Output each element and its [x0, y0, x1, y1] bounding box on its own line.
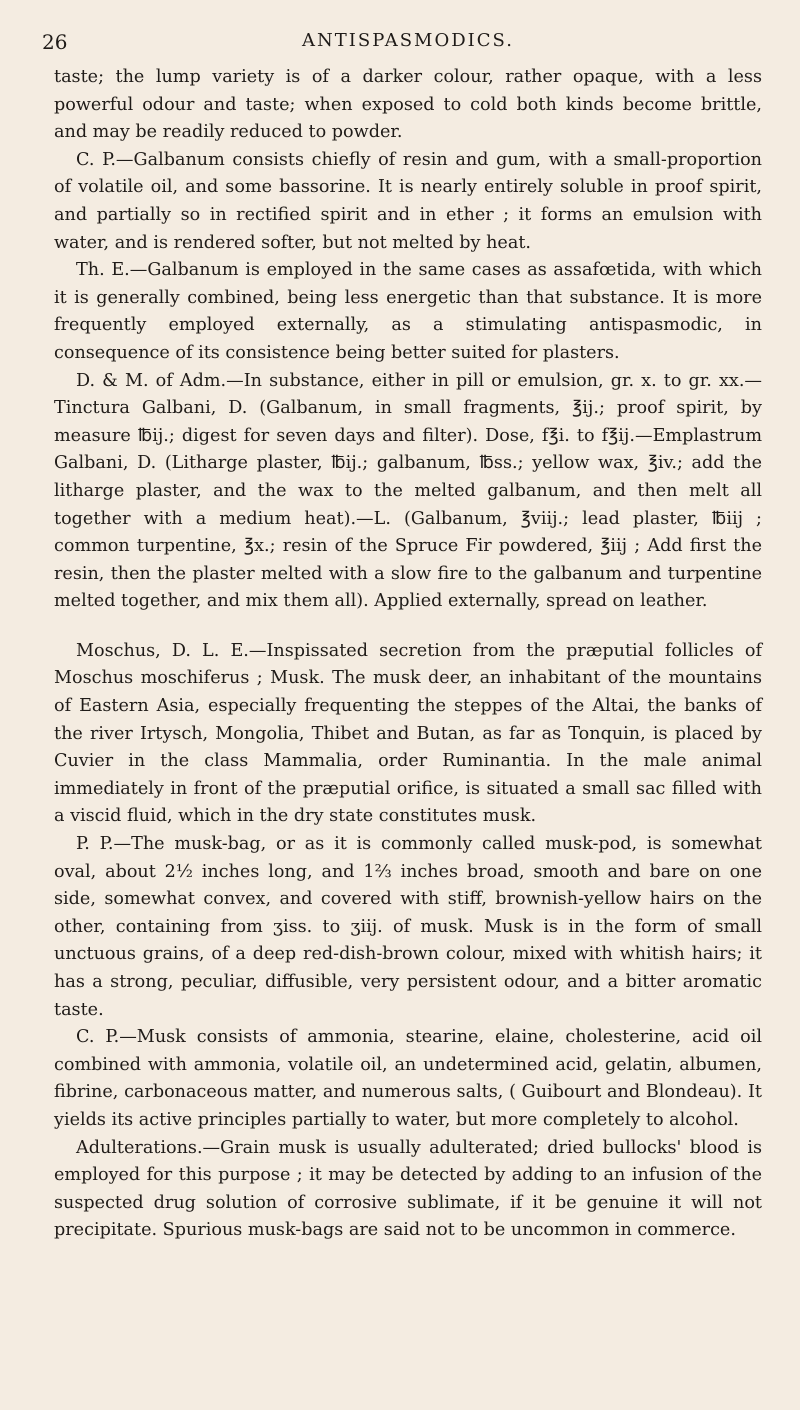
running-head: ANTISPASMODICS. — [302, 30, 514, 51]
paragraph-musk-chemical-properties: C. P.—Musk consists of ammonia, stearine, elaine, cholesterine, acid oil combined with ammonia, volatile oil, an undetermined acid, gelatin, albumen, fibrine, carbonaceous matter, and numerous salts, ( Guibourt and Blondeau). It yields its active principles partially to water, but more completely to alcohol. — [54, 1027, 762, 1130]
paragraph-galbanum-chemical-properties: C. P.—Galbanum consists chiefly of resin and gum, with a small-proportion of volatile oil, and some bassorine. It is nearly entirely soluble in proof spirit, and partially so in rectified spirit and in ether ; it forms an emulsion with water, and is rendered softer, but not melted by heat. — [54, 149, 762, 253]
paragraph-galbanum-therapeutic-effects: Th. E.—Galbanum is employed in the same cases as assafœtida, with which it is generally combined, being less energetic than that substance. It is more frequently employed externally, as a stimulating antispasmodic, in consequence of its consistence being better suited for plasters. — [54, 260, 762, 363]
page-header — [42, 24, 762, 64]
paragraph-galbanum-taste: taste; the lump variety is of a darker colour, rather opaque, with a less powerful odour and taste; when exposed to cold both kinds become brittle, and may be readily reduced to powder. — [54, 67, 762, 143]
book-page — [42, 24, 762, 1245]
page-number: 26 — [42, 30, 68, 54]
paragraph-musk-adulterations: Adulterations.—Grain musk is usually adulterated; dried bullocks' blood is employed for this purpose ; it may be detected by adding to an infusion of the suspected drug solution of corrosive sublimate, if it be genuine it will not precipitate. Spurious musk-bags are said not to be uncommon in commerce. — [54, 1137, 762, 1241]
paragraph-musk-physical-properties: P. P.—The musk-bag, or as it is commonly called musk-pod, is somewhat oval, about 2½ inches long, and 1⅔ inches broad, smooth and bare on one side, somewhat convex, and covered with stiff, brownish-yellow hairs on the other, containing from ʒiss. to ʒiij. of musk. Musk is in the form of small unctuous grains, of a deep red-dish-brown colour, mixed with whitish hairs; it has a strong, peculiar, diffusible, very persistent odour, and a bitter aromatic taste. — [54, 834, 762, 1020]
paragraph-galbanum-dose-and-administration: D. & M. of Adm.—In substance, either in pill or emulsion, gr. x. to gr. xx.— Tinctura Galbani, D. (Galbanum, in small fragments, ℥ij.; proof spirit, by measure ℔ij.; digest for seven days and filter). Dose, f℥i. to f℥ij.—Emplastrum Galbani, D. (Litharge plaster, ℔ij.; galbanum, ℔ss.; yellow wax, ℥iv.; add the litharge plaster, and the wax to the melted galbanum, and then melt all together with a medium heat).—L. (Galbanum, ℥viij.; lead plaster, ℔iij ; common turpentine, ℥x.; resin of the Spruce Fir powdered, ℥iij ; Add first the resin, then the plaster melted with a slow fire to the galbanum and turpentine melted together, and mix them all). Applied externally, spread on leather. — [54, 370, 762, 612]
paragraph-moschus-entry: Moschus, D. L. E.—Inspissated secretion from the præputial follicles of Moschus moschiferus ; Musk. The musk deer, an inhabitant of the mountains of Eastern Asia, especially frequenting the steppes of the Altai, the banks of the river Irtysch, Mongolia, Thibet and Butan, as far as Tonquin, is placed by Cuvier in the class Mammalia, order Ruminantia. In the male animal immediately in front of the præputial orifice, is situated a small sac filled with a viscid fluid, which in the dry state constitutes musk. — [54, 640, 762, 827]
